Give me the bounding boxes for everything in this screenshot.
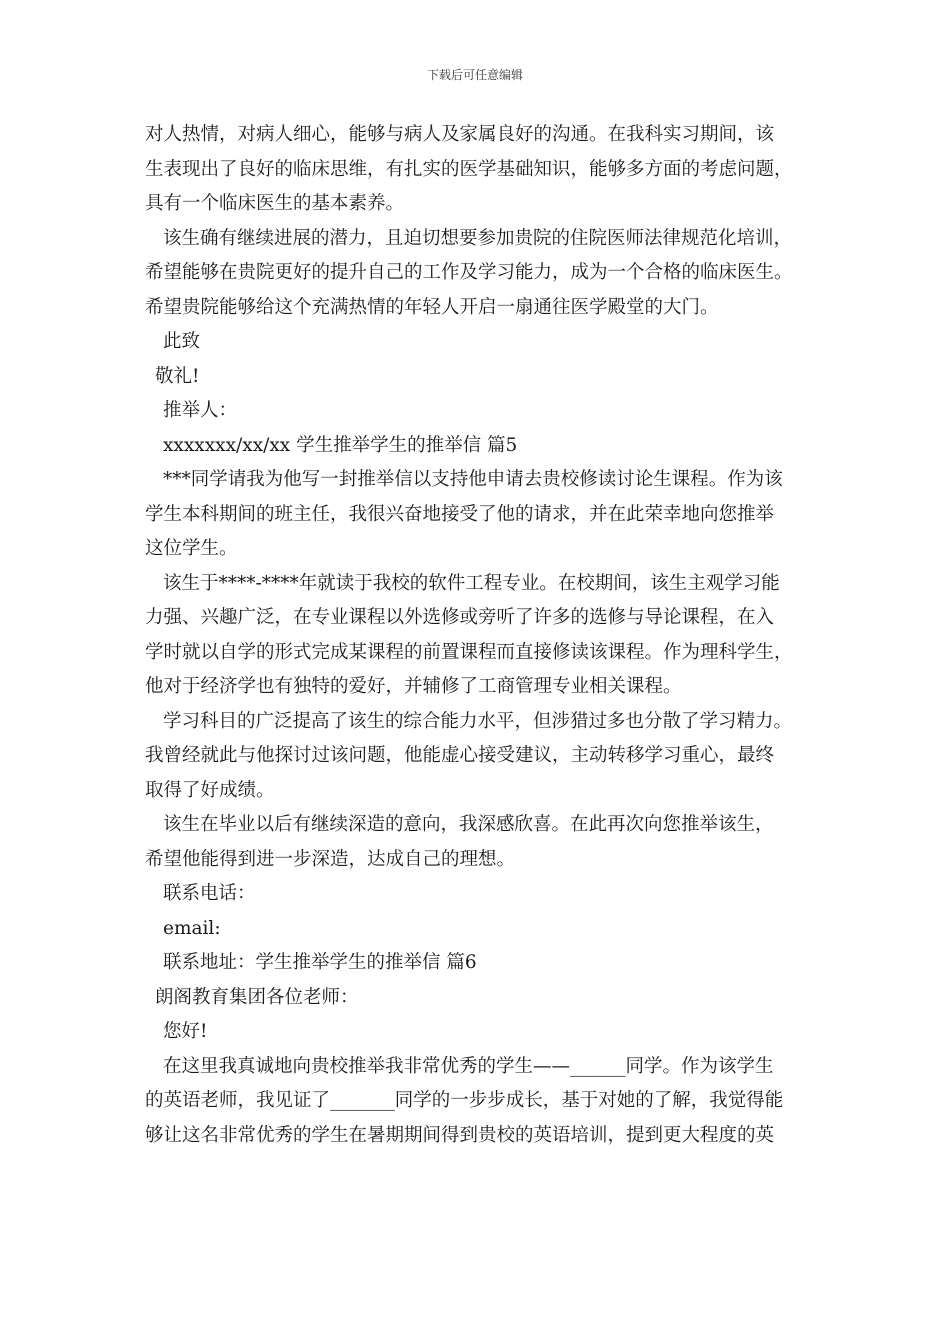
contact-line: email: [163,917,221,939]
section-title: xxxxxxx/xx/xx 学生推举学生的推举信 篇5 [163,434,518,456]
text-line: 这位学生。 [145,538,238,559]
text-line: 该生确有继续进展的潜力，且迫切想要参加贵院的住院医师法律规范化培训， [163,227,793,249]
signature-line: 推举人： [163,400,238,421]
text-line: 该生于****-****年就读于我校的软件工程专业。在校期间，该生主观学习能 [163,572,780,594]
section-title: 联系地址：学生推举学生的推举信 篇6 [163,952,477,973]
text-line: 该生在毕业以后有继续深造的意向，我深感欣喜。在此再次向您推举该生， [163,814,774,835]
text-line: 的英语老师，我见证了_______同学的一步步成长，基于对她的了解，我觉得能 [145,1090,784,1111]
text-line: 力强、兴趣广泛，在专业课程以外选修或旁听了许多的选修与导论课程，在入 [145,607,775,628]
salutation-line: 您好! [163,1021,208,1042]
text-line: 学时就以自学的形式完成某课程的前置课程而直接修读该课程。作为理科学生， [145,641,793,663]
text-line: 希望能够在贵院更好的提升自己的工作及学习能力，成为一个合格的临床医生。 [145,262,793,283]
text-line: ***同学请我为他写一封推举信以支持他申请去贵校修读讨论生课程。作为该 [163,469,783,490]
text-line: 我曾经就此与他探讨过该问题，他能虚心接受建议，主动转移学习重心，最终 [145,745,775,766]
text-line: 希望他能得到进一步深造，达成自己的理想。 [145,848,516,870]
text-line: 希望贵院能够给这个充满热情的年轻人开启一扇通往医学殿堂的大门。 [145,296,719,318]
page-header: 下载后可任意编辑 [426,68,523,82]
salutation-line: 朗阁教育集团各位老师： [155,986,359,1008]
text-line: 生表现出了良好的临床思维，有扎实的医学基础知识，能够多方面的考虑问题， [145,158,793,180]
salutation-line: 此致 [163,331,201,352]
text-line: 取得了好成绩。 [145,779,275,801]
text-line: 够让这名非常优秀的学生在暑期期间得到贵校的英语培训，提到更大程度的英 [145,1124,775,1146]
contact-line: 联系电话： [163,883,256,904]
text-line: 对人热情，对病人细心，能够与病人及家属良好的沟通。在我科实习期间，该 [145,124,775,145]
text-line: 学生本科期间的班主任，我很兴奋地接受了他的请求，并在此荣幸地向您推举 [145,503,775,525]
text-line: 他对于经济学也有独特的爱好，并辅修了工商管理专业相关课程。 [145,676,682,697]
salutation-line: 敬礼! [155,365,200,387]
text-line: 在这里我真诚地向贵校推举我非常优秀的学生——______同学。作为该学生 [163,1055,774,1077]
text-line: 学习科目的广泛提高了该生的综合能力水平，但涉猎过多也分散了学习精力。 [163,710,793,732]
document-body [145,118,825,1153]
text-line: 具有一个临床医生的基本素养。 [145,193,405,214]
